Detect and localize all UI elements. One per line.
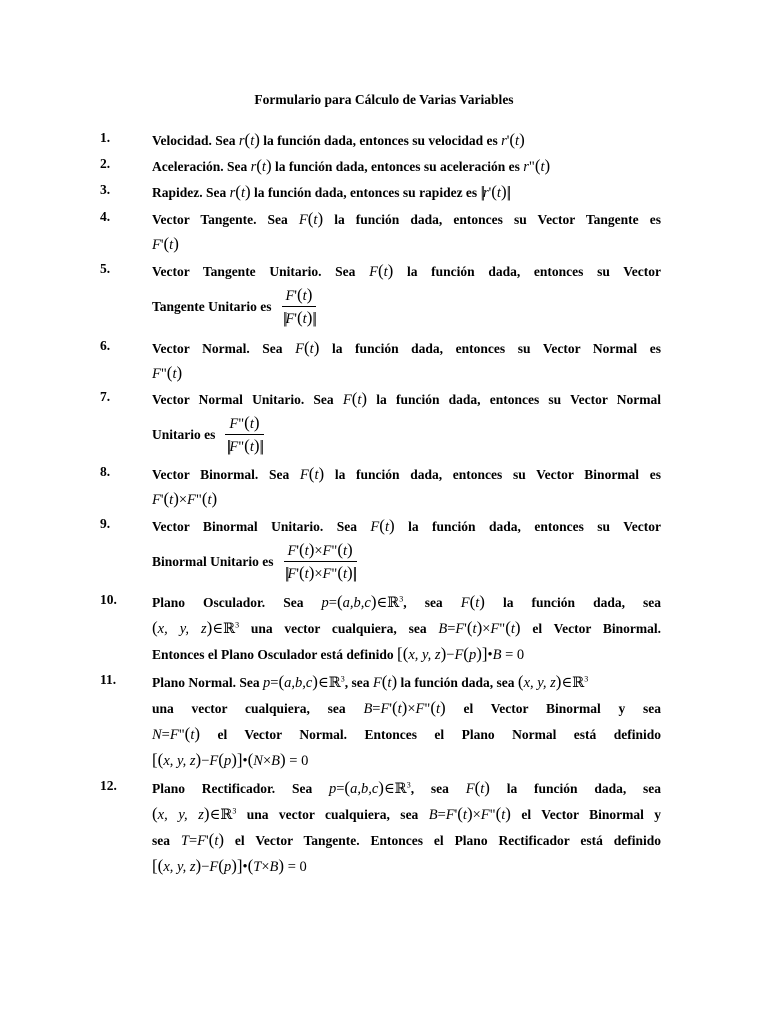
item-text-continued: [(x, y, z)−F(p)]•(N×B) = 0: [152, 750, 309, 769]
item-number: 12.: [100, 778, 117, 793]
item-text: Vector Normal Unitario. Sea F(t) la función dada, entonces su Vector Normal: [152, 389, 661, 408]
page-title: Formulario para Cálculo de Varias Variables: [254, 92, 514, 107]
item-text: Vector Tangente. Sea F(t) la función dada, entonces su Vector Tangente es: [152, 209, 661, 228]
item-number: 11.: [100, 672, 117, 687]
item-text-continued: N=F"(t) el Vector Normal. Entonces el Plano Normal está definido: [152, 724, 661, 743]
item-number: 7.: [100, 389, 111, 404]
item-number: 4.: [100, 209, 111, 224]
item-text: Plano Osculador. Sea p=(a,b,c)∈ℝ$^3$, sea F(t) la función dada, sea: [152, 592, 662, 611]
item-text-continued: F'(t): [152, 234, 179, 253]
fraction: $\frac{F"(t)}{||F"(t)||}$: [226, 413, 262, 455]
item-text-continued: (x, y, z)∈ℝ$^3$ una vector cualquiera, sea B=F'(t)×F"(t) el Vector Binormal y: [152, 804, 661, 823]
item-text-continued: Unitario es $\frac{F"(t)}{||F"(t)||}$: [152, 413, 262, 455]
item-text-continued: una vector cualquiera, sea B=F'(t)×F"(t) el Vector Binormal y sea: [152, 698, 661, 717]
item-number: 1.: [100, 130, 111, 145]
fraction: $\frac{F'(t)}{||F'(t)||}$: [283, 285, 315, 327]
item-text: Vector Normal. Sea F(t) la función dada, entonces su Vector Normal es: [152, 338, 661, 357]
item-text: Vector Binormal Unitario. Sea F(t) la función dada, entonces su Vector: [152, 516, 661, 535]
item-number: 3.: [100, 182, 111, 197]
item-text: Vector Binormal. Sea F(t) la función dada, entonces su Vector Binormal es: [152, 464, 661, 483]
item-text: Aceleración. Sea r(t) la función dada, entonces su aceleración es r"(t): [152, 156, 551, 175]
item-text-continued: F'(t)×F"(t): [152, 489, 218, 508]
item-number: 2.: [100, 156, 111, 171]
item-text: Plano Normal. Sea p=(a,b,c)∈ℝ$^3$, sea F(t) la función dada, sea (x, y, z)∈ℝ$^3$: [152, 672, 589, 691]
item-number: 6.: [100, 338, 111, 353]
item-text-continued: [(x, y, z)−F(p)]•(T×B) = 0: [152, 856, 307, 875]
item-text: Rapidez. Sea r(t) la función dada, entonces su rapidez es ||r'(t)||: [152, 182, 510, 201]
item-text-continued: (x, y, z)∈ℝ$^3$ una vector cualquiera, sea B=F'(t)×F"(t) el Vector Binormal.: [152, 618, 661, 637]
item-text: Plano Rectificador. Sea p=(a,b,c)∈ℝ$^3$, sea F(t) la función dada, sea: [152, 778, 661, 797]
item-text: Velocidad. Sea r(t) la función dada, entonces su velocidad es r'(t): [152, 130, 525, 149]
item-number: 9.: [100, 516, 111, 531]
fraction: $\frac{F'(t)\times F"(t)}{||F'(t)\times F"(t)||}$: [285, 540, 356, 582]
item-text-continued: Tangente Unitario es $\frac{F'(t)}{||F'(t)||}$: [152, 285, 315, 327]
item-text-continued: sea T=F'(t) el Vector Tangente. Entonces el Plano Rectificador está definido: [152, 830, 662, 849]
item-text: Vector Tangente Unitario. Sea F(t) la función dada, entonces su Vector: [152, 261, 661, 280]
item-text-continued: Entonces el Plano Osculador está definido [(x, y, z)−F(p)]•B = 0: [152, 644, 525, 663]
item-text-continued: F"(t): [152, 363, 183, 382]
item-number: 5.: [100, 261, 111, 276]
item-number: 10.: [100, 592, 117, 607]
item-text-continued: Binormal Unitario es $\frac{F'(t)\times F"(t)}{||F'(t)\times F"(t)||}$: [152, 540, 356, 582]
item-number: 8.: [100, 464, 111, 479]
